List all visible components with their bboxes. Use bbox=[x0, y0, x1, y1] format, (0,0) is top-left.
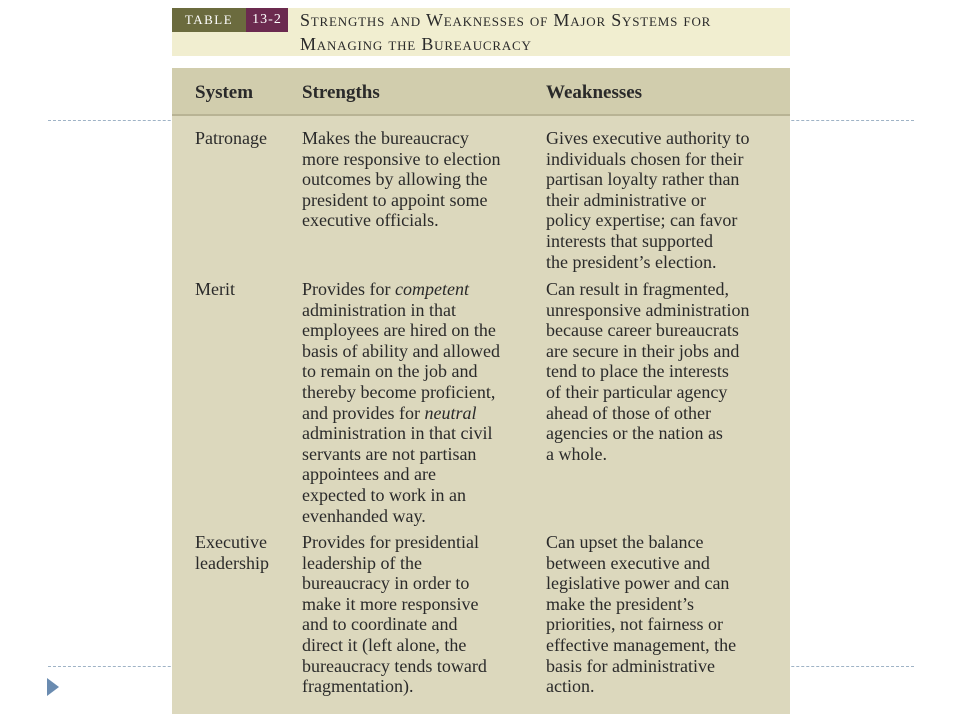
merit-strengths-text-2: administration in that employees are hired on the basis of ability and allowed to remain on the job and thereby become proficient, and provides for bbox=[302, 299, 500, 423]
row-executive-leadership-strengths: Provides for presidential leadership of the bureaucracy in order to make it more responsive and to coordinate and direct it (left alone, the bureaucracy tends toward fragmentation). bbox=[302, 532, 487, 697]
merit-strengths-text-3: administration in that civil servants are not partisan appointees and are expected to work in an evenhanded way. bbox=[302, 423, 493, 526]
table-title-line-2: Managing the Bureaucracy bbox=[300, 34, 532, 54]
row-executive-leadership-system: Executive leadership bbox=[195, 532, 269, 573]
merit-strengths-emphasis-neutral: neutral bbox=[424, 402, 477, 423]
table-title bbox=[300, 8, 780, 56]
bullet-arrow-icon bbox=[47, 678, 59, 696]
merit-strengths-emphasis-competent: competent bbox=[395, 279, 469, 299]
row-patronage-weaknesses: Gives executive authority to individuals chosen for their partisan loyalty rather than their administrative or policy expertise; can favor interests that supported the president’s election. bbox=[546, 128, 750, 272]
column-header-weaknesses: Weaknesses bbox=[546, 82, 643, 103]
table-title-line-1: Strengths and Weaknesses of Major Systems for bbox=[300, 10, 712, 30]
row-patronage-strengths: Makes the bureaucracy more responsive to election outcomes by allowing the president to appoint some executive officials. bbox=[302, 128, 501, 231]
row-merit-weaknesses: Can result in fragmented, unresponsive administration because career bureaucrats are secure in their jobs and tend to place the interests of their particular agency ahead of those of other agencies or the nation as a whole. bbox=[546, 279, 750, 464]
row-executive-leadership-weaknesses: Can upset the balance between executive and legislative power and can make the president’s priorities, not fairness or effective management, the basis for administrative action. bbox=[546, 532, 737, 697]
merit-strengths-text-1: Provides for bbox=[302, 279, 395, 299]
row-patronage-system: Patronage bbox=[195, 128, 267, 148]
column-header-system: System bbox=[195, 82, 254, 103]
table-label: TABLE bbox=[172, 8, 246, 32]
table-header-row bbox=[172, 68, 790, 114]
row-merit-system: Merit bbox=[195, 279, 235, 299]
header-rule bbox=[172, 114, 790, 116]
row-merit-strengths bbox=[302, 279, 500, 526]
column-header-strengths: Strengths bbox=[302, 82, 380, 103]
table-number: 13-2 bbox=[246, 8, 288, 32]
